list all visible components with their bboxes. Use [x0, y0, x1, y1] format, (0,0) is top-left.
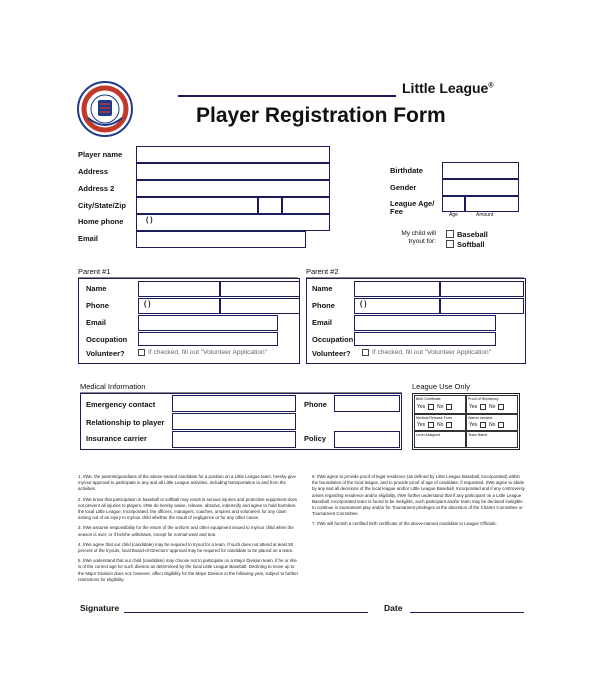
- agreement-3: 3. I/We assume responsibility for the return of the uniform and other equipment issued to my/our child when the season is over, or if he/she withdraws, except for normal wear and tear.: [78, 525, 294, 537]
- proof-residency-yes-no: [469, 404, 496, 410]
- address2-field[interactable]: [136, 180, 330, 197]
- insurance-carrier-field[interactable]: [172, 431, 296, 448]
- medical-release-label: Medical Release Form: [416, 415, 452, 420]
- baseball-label: Baseball: [457, 230, 488, 239]
- parent1-heading: Parent #1: [78, 267, 111, 276]
- league-name-line: [178, 95, 396, 97]
- level-assigned-cell: [414, 431, 466, 448]
- age-sublabel: Age: [449, 212, 458, 218]
- medical-release-yes-no: [417, 422, 444, 428]
- birthdate-field[interactable]: [442, 162, 519, 179]
- parent1-phone-paren: ( ): [144, 301, 151, 308]
- proof-residency-label: Proof of Residency: [468, 396, 499, 401]
- parent2-email-label: Email: [312, 318, 333, 327]
- city-state-zip-label: City/State/Zip: [78, 201, 126, 210]
- parent2-email-field[interactable]: [354, 315, 496, 331]
- emergency-contact-field[interactable]: [172, 395, 296, 412]
- parent1-email-label: Email: [86, 318, 107, 327]
- league-logo-icon: [76, 80, 134, 138]
- agreement-1: 1. I/We, the parents/guardians of the above-named candidate for a position on a Little League team, hereby give my/our approval to participate in any and all Little League activities, including transportation to and from the activities.: [78, 474, 296, 492]
- parent2-occupation-label: Occupation: [312, 335, 354, 344]
- medical-heading: Medical Information: [80, 382, 146, 391]
- waiver-no-box[interactable]: [498, 422, 504, 428]
- team-name-cell: [466, 431, 518, 448]
- baseball-checkbox[interactable]: [446, 230, 454, 238]
- league-logo: [76, 80, 134, 138]
- agreements-right-column: [312, 474, 526, 532]
- zip-field[interactable]: [282, 197, 330, 214]
- league-name: [402, 80, 494, 96]
- address2-label: Address 2: [78, 184, 115, 193]
- softball-checkbox[interactable]: [446, 240, 454, 248]
- level-assigned-label: Level Assigned: [416, 432, 441, 437]
- insurance-carrier-label: Insurance carrier: [86, 434, 147, 443]
- date-label: Date: [384, 603, 403, 613]
- no-label: No: [437, 404, 444, 410]
- proof-residency-no-box[interactable]: [498, 404, 504, 410]
- no-label: No: [489, 422, 496, 428]
- relationship-field[interactable]: [172, 413, 296, 430]
- league-use-heading: League Use Only: [412, 382, 470, 391]
- gender-field[interactable]: [442, 179, 519, 196]
- parent2-volunteer-checkbox[interactable]: [362, 349, 369, 356]
- relationship-label: Relationship to player: [86, 418, 165, 427]
- waiver-yes-no: [469, 422, 496, 428]
- tryout-label: [388, 230, 436, 246]
- address-field[interactable]: [136, 163, 330, 180]
- parent2-phone-field[interactable]: [354, 298, 440, 314]
- parent2-volunteer-label: Volunteer?: [312, 349, 351, 358]
- parent1-volunteer-note: If checked, fill out "Volunteer Application": [148, 349, 268, 356]
- parent2-name-label: Name: [312, 284, 333, 293]
- medical-phone-label: Phone: [304, 400, 327, 409]
- signature-line[interactable]: [124, 612, 368, 613]
- city-field[interactable]: [136, 197, 258, 214]
- page-title: Player Registration Form: [196, 104, 446, 127]
- home-phone-label: Home phone: [78, 217, 124, 226]
- parent2-volunteer-note: If checked, fill out "Volunteer Application": [372, 349, 492, 356]
- waiver-yes-box[interactable]: [480, 422, 486, 428]
- parent1-last-name-field[interactable]: [220, 281, 300, 297]
- date-line[interactable]: [410, 612, 524, 613]
- parent1-phone-label: Phone: [86, 301, 109, 310]
- parent1-occupation-label: Occupation: [86, 335, 128, 344]
- tryout-label-line2: tryout for:: [408, 238, 436, 245]
- agreement-6: 6. I/We agree to provide proof of legal residence (as defined by Little League Baseball, Incorporated) within the boundaries of the local league, and to provide proof of age of candidate, if requested. I/We agree to abide by any and all decisions of the local league and/or Little League Baseball, Incorporated and if any controversy arises regarding residence and/or eligibility, I/We further understand that if any participant on a Little League Baseball, Incorporated team is found to be ineligible, such participant and/or team may be declared ineligible to continue in tournament play and/or for Tournament privileges at the discretion of the Charter Committee or Tournament Committee.: [312, 474, 525, 517]
- emergency-contact-label: Emergency contact: [86, 400, 156, 409]
- parent2-first-name-field[interactable]: [354, 281, 440, 297]
- agreement-2: 2. I/We know that participation in baseball or softball may result in serious injuries and protective equipment does not prevent all injuries to players. I/We do hereby waive, release, absolve, indemnify and agree to hold harmless the local Little League, Incorporated, the officers, managers, coaches, umpires and volunteers for any claim arising out of an injury to my/our child whether the result of negligence or for any other cause.: [78, 496, 298, 521]
- parent2-phone-paren: ( ): [360, 301, 367, 308]
- parent1-phone2-field[interactable]: [220, 298, 300, 314]
- medical-phone-field[interactable]: [334, 395, 400, 412]
- email-field[interactable]: [136, 231, 306, 248]
- fee-label: Fee: [390, 207, 403, 216]
- agreement-4: 4. I/We agree that our child (candidate) may be required to tryout for a team. If such does not attend at least 50 percent of the tryouts, local Board-of-Directors' approval may be required for candidate to be placed on a team.: [78, 541, 294, 554]
- parent1-volunteer-checkbox[interactable]: [138, 349, 145, 356]
- birth-cert-no-box[interactable]: [446, 404, 452, 410]
- parent1-email-field[interactable]: [138, 315, 278, 331]
- yes-label: Yes: [469, 404, 478, 410]
- policy-label: Policy: [304, 434, 327, 443]
- league-age-field[interactable]: [442, 196, 465, 212]
- birth-cert-yes-box[interactable]: [428, 404, 434, 410]
- parent2-heading: Parent #2: [306, 267, 339, 276]
- parent1-name-label: Name: [86, 284, 107, 293]
- no-label: No: [437, 422, 444, 428]
- agreement-5: 5. I/We understand that our child (candidate) may choose not to participate on a Major Division team, if he or she is of the correct age for such division as determined by the local Little League Baseball. Declining to move up to the Major Division does not, however, affect eligibility for the Major Division in the following year, subject to further restrictions for eligibility.: [78, 558, 299, 582]
- medical-release-yes-box[interactable]: [428, 422, 434, 428]
- proof-residency-yes-box[interactable]: [480, 404, 486, 410]
- policy-field[interactable]: [334, 431, 400, 448]
- gender-label: Gender: [390, 183, 417, 192]
- league-name-text: Little League: [402, 80, 489, 96]
- agreements-left-column: [78, 474, 300, 587]
- signature-label: Signature: [80, 603, 120, 613]
- player-name-label: Player name: [78, 150, 123, 159]
- amount-sublabel: Amount: [476, 212, 494, 218]
- birth-cert-label: Birth Certificate: [416, 396, 441, 401]
- parent2-last-name-field[interactable]: [440, 281, 524, 297]
- registered-mark: ®: [488, 82, 494, 90]
- parent1-first-name-field[interactable]: [138, 281, 220, 297]
- player-name-field[interactable]: [136, 146, 330, 163]
- email-label: Email: [78, 234, 99, 243]
- yes-label: Yes: [417, 404, 426, 410]
- address-label: Address: [78, 167, 109, 176]
- tryout-label-line1: My child will: [401, 230, 436, 237]
- no-label: No: [489, 404, 496, 410]
- parent1-occupation-field[interactable]: [138, 332, 278, 346]
- waiver-label: Waiver needed: [468, 415, 493, 420]
- parent1-volunteer-label: Volunteer?: [86, 349, 125, 358]
- softball-label: Softball: [457, 240, 485, 249]
- home-phone-paren: ( ): [146, 217, 153, 224]
- league-age-label: League Age/: [390, 199, 435, 208]
- yes-label: Yes: [417, 422, 426, 428]
- medical-release-no-box[interactable]: [446, 422, 452, 428]
- fee-field[interactable]: [465, 196, 519, 212]
- agreement-7: 7. I/We will furnish a certified birth certificate of the above-named candidate to League Officials.: [312, 521, 497, 527]
- team-name-label: Team Name: [468, 432, 488, 437]
- state-field[interactable]: [258, 197, 282, 214]
- birthdate-label: Birthdate: [390, 166, 423, 175]
- birth-cert-yes-no: [417, 404, 444, 410]
- yes-label: Yes: [469, 422, 478, 428]
- parent2-phone2-field[interactable]: [440, 298, 524, 314]
- parent2-phone-label: Phone: [312, 301, 335, 310]
- parent2-occupation-field[interactable]: [354, 332, 496, 346]
- home-phone-field[interactable]: [136, 214, 330, 231]
